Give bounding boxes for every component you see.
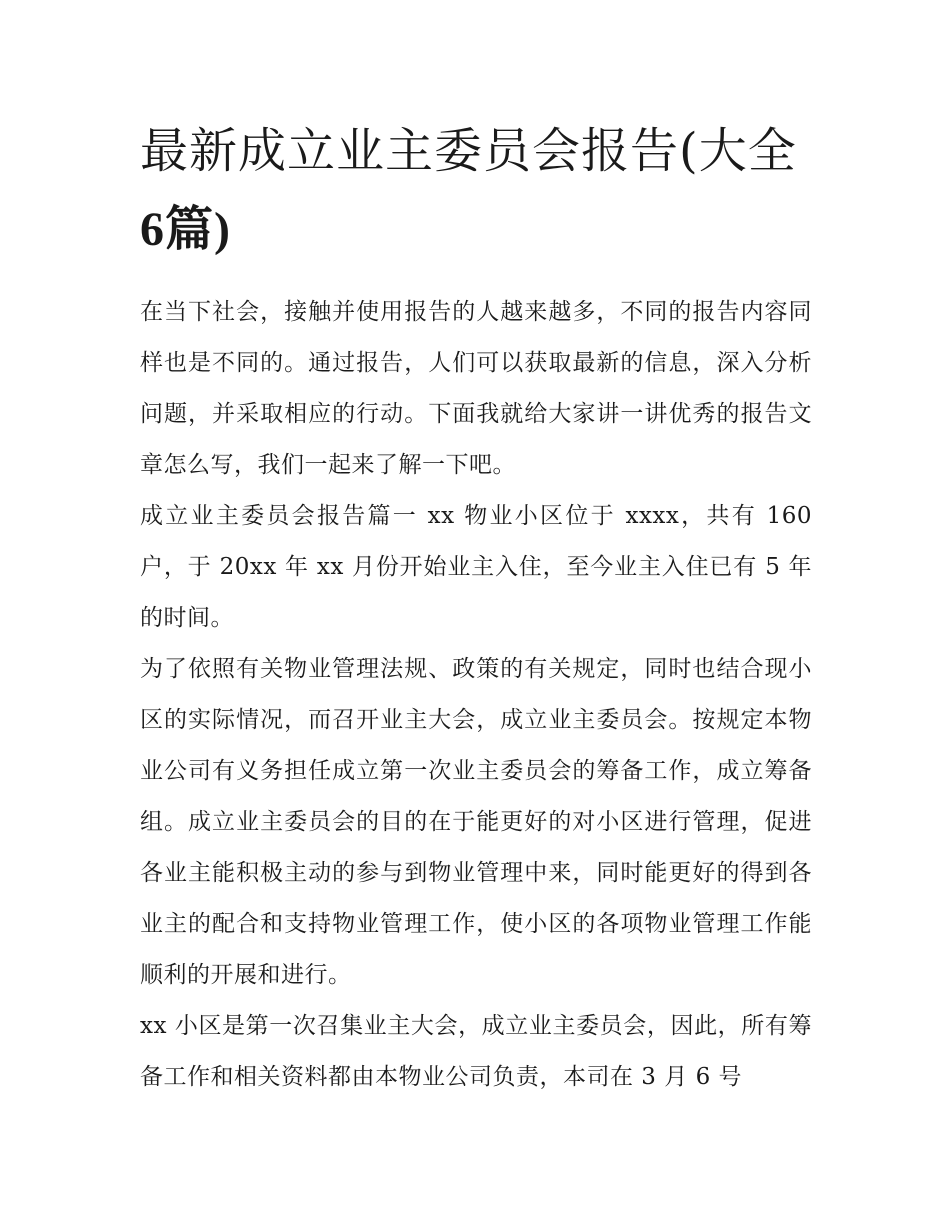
paragraph-1: 成立业主委员会报告篇一 xx 物业小区位于 xxxx，共有 160 户，于 20xx 年 xx 月份开始业主入住，至今业主入住已有 5 年的时间。 xyxy=(140,503,812,631)
paragraph-intro: 在当下社会，接触并使用报告的人越来越多，不同的报告内容同样也是不同的。通过报告，人们可以获取最新的信息，深入分析问题，并采取相应的行动。下面我就给大家讲一讲优秀的报告文章怎么写，我们一起来了解一下吧。 xyxy=(140,299,812,478)
document-body xyxy=(140,112,812,1103)
document-title xyxy=(140,112,812,269)
title-line-1: 最新成立业主委员会报告(大全 xyxy=(140,123,797,179)
paragraph-3: xx 小区是第一次召集业主大会，成立业主委员会，因此，所有筹备工作和相关资料都由本物业公司负责，本司在 3 月 6 号 xyxy=(140,1013,812,1090)
paragraph-2: 为了依照有关物业管理法规、政策的有关规定，同时也结合现小区的实际情况，而召开业主大会，成立业主委员会。按规定本物业公司有义务担任成立第一次业主委员会的筹备工作，成立筹备组。成立业主委员会的目的在于能更好的对小区进行管理，促进各业主能积极主动的参与到物业管理中来，同时能更好的得到各业主的配合和支持物业管理工作，使小区的各项物业管理工作能顺利的开展和进行。 xyxy=(140,656,812,988)
title-line-2: 6篇) xyxy=(140,203,231,256)
